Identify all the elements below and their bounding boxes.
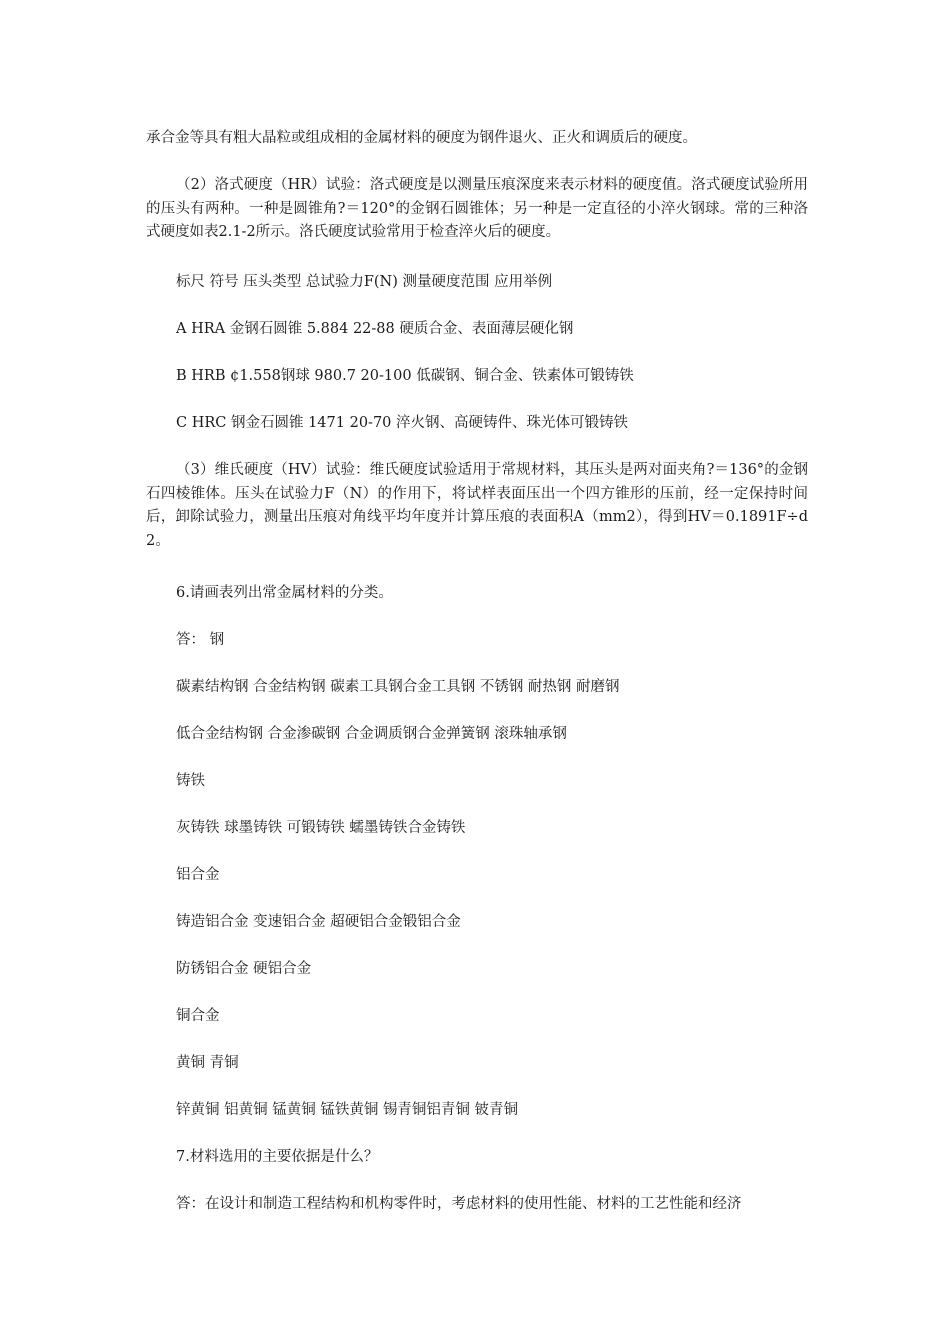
question-7: 7.材料选用的主要依据是什么？ [176, 1149, 379, 1165]
question-6: 6.请画表列出常金属材料的分类。 [176, 585, 393, 601]
answer-6-heading: 答： 钢 [176, 632, 225, 648]
answer-7: 答：在设计和制造工程结构和机构零件时，考虑材料的使用性能、材料的工艺性能和经济 [176, 1196, 742, 1212]
cast-iron-categories: 灰铸铁 球墨铸铁 可锻铸铁 蠕墨铸铁合金铸铁 [176, 820, 466, 836]
text-line-continuation: 承合金等具有粗大晶粒或组成相的金属材料的硬度为钢件退火、正火和调质后的硬度。 [146, 130, 697, 146]
table-row-c: C HRC 钢金石圆锥 1471 20-70 淬火钢、高硬铸件、珠光体可锻铸铁 [176, 415, 628, 431]
copper-alloy-categories: 黄铜 青铜 [176, 1055, 239, 1071]
aluminum-alloy-subcategories: 防锈铝合金 硬铝合金 [176, 961, 312, 977]
steel-categories: 碳素结构钢 合金结构钢 碳素工具钢合金工具钢 不锈钢 耐热钢 耐磨钢 [176, 679, 620, 695]
copper-alloy-heading: 铜合金 [176, 1008, 220, 1024]
alloy-steel-categories: 低合金结构钢 合金渗碳钢 合金调质钢合金弹簧钢 滚珠轴承钢 [176, 726, 567, 742]
cast-iron-heading: 铸铁 [176, 773, 205, 789]
aluminum-alloy-categories: 铸造铝合金 变速铝合金 超硬铝合金锻铝合金 [176, 914, 461, 930]
paragraph-rockwell-hardness: （2）洛式硬度（HR）试验：洛式硬度是以测量压痕深度来表示材料的硬度值。洛式硬度试验所用的压头有两种。一种是圆锥角?＝120°的金钢石圆锥体；另一种是一定直径的小淬火钢球。常的三种洛式硬度如表2.1-2所示。洛氏硬度试验常用于检查淬火后的硬度。 [146, 177, 808, 240]
aluminum-alloy-heading: 铝合金 [176, 867, 220, 883]
copper-alloy-subcategories: 锌黄铜 铝黄铜 锰黄铜 锰铁黄铜 锡青铜铝青铜 铍青铜 [176, 1102, 519, 1118]
table-row-b: B HRB ¢1.558钢球 980.7 20-100 低碳钢、铜合金、铁素体可锻铸铁 [176, 368, 634, 384]
table-row-a: A HRA 金钢石圆锥 5.884 22-88 硬质合金、表面薄层硬化钢 [176, 321, 574, 337]
table-header-row: 标尺 符号 压头类型 总试验力F(N) 测量硬度范围 应用举例 [176, 274, 553, 290]
paragraph-vickers-hardness: （3）维氏硬度（HV）试验：维氏硬度试验适用于常规材料，其压头是两对面夹角?＝136°的金钢石四棱锥体。压头在试验力F（N）的作用下，将试样表面压出一个四方锥形的压前，经一定保持时间后，卸除试验力，测量出压痕对角线平均年度并计算压痕的表面积A（mm2），得到HV＝0.1891F÷d2。 [146, 462, 808, 549]
